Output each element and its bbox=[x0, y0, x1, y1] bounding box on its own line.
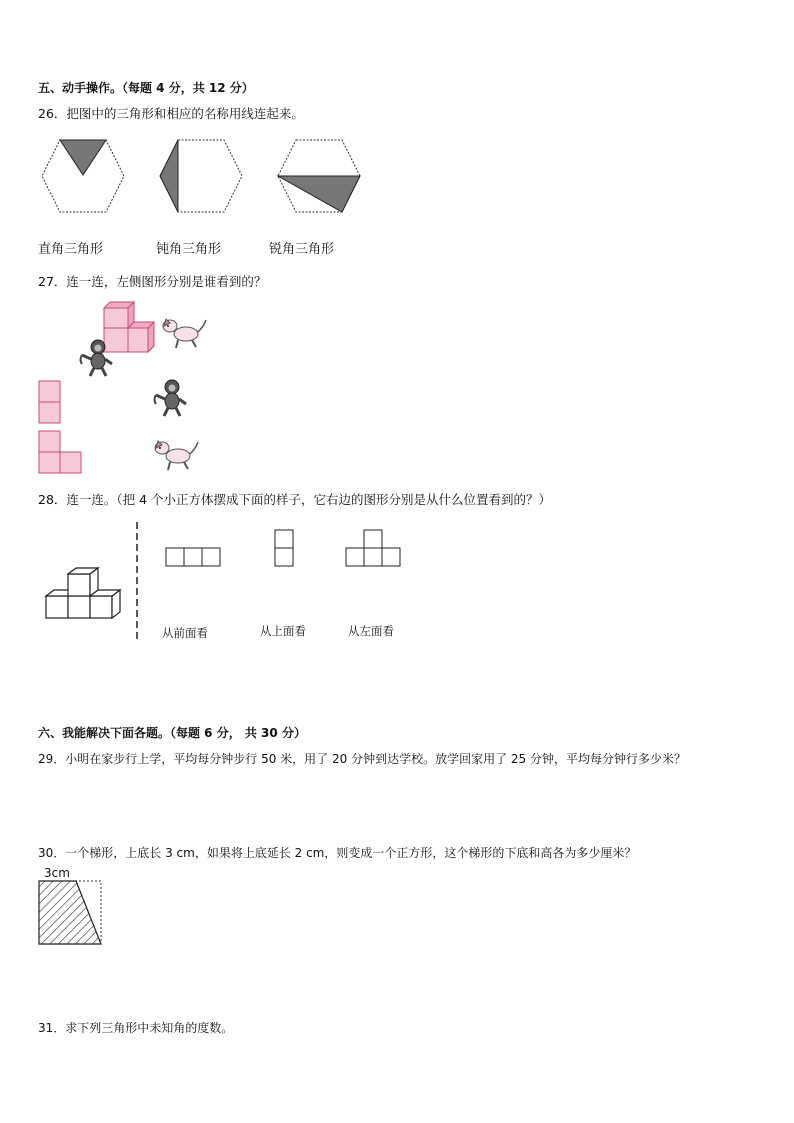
dog-icon bbox=[158, 314, 208, 350]
hexagon-figure-3 bbox=[274, 138, 364, 216]
question-29-text: 29．小明在家步行上学，平均每分钟步行 50 米，用了 20 分钟到达学校。放学回家用了 25 分钟，平均每分钟行多少米？ bbox=[38, 752, 686, 766]
label-acute-triangle: 锐角三角形 bbox=[269, 242, 335, 257]
section-5-heading: 五、动手操作。（每题 4 分，共 12 分） bbox=[38, 81, 254, 95]
view-two-stacked bbox=[274, 529, 296, 569]
label-front-view: 从前面看 bbox=[162, 626, 208, 640]
pink-view-vertical bbox=[38, 380, 62, 424]
label-top-view: 从上面看 bbox=[260, 624, 306, 638]
section-6-heading: 六、我能解决下面各题。（每题 6 分， 共 30 分） bbox=[38, 726, 306, 740]
question-28-text: 28．连一连。（把 4 个小正方体摆成下面的样子，它右边的图形分别是从什么位置看到的？） bbox=[38, 492, 552, 507]
dashed-divider bbox=[134, 522, 140, 640]
question-30-text: 30．一个梯形，上底长 3 cm，如果将上底延长 2 cm，则变成一个正方形，这个梯形的下底和高各为多少厘米？ bbox=[38, 846, 637, 860]
monkey-icon bbox=[78, 338, 118, 378]
dog-icon bbox=[150, 436, 200, 472]
cube-arrangement-3d bbox=[44, 566, 126, 626]
obtuse-triangle-shape bbox=[160, 140, 178, 212]
question-31-text: 31．求下列三角形中未知角的度数。 bbox=[38, 1021, 234, 1035]
question-27-text: 27．连一连，左侧图形分别是谁看到的？ bbox=[38, 274, 267, 289]
pink-view-l-shape bbox=[38, 430, 84, 474]
trapezoid-top-label: 3cm bbox=[44, 866, 70, 880]
view-t-shape bbox=[345, 529, 403, 569]
view-three-in-row bbox=[165, 547, 223, 567]
hexagon-figure-2 bbox=[156, 138, 246, 216]
question-26-text: 26．把图中的三角形和相应的名称用线连起来。 bbox=[38, 106, 304, 121]
hexagon-figure-1 bbox=[38, 138, 128, 216]
label-left-view: 从左面看 bbox=[348, 624, 394, 638]
label-obtuse-triangle: 钝角三角形 bbox=[156, 242, 222, 257]
monkey-icon bbox=[152, 378, 192, 418]
trapezoid-figure bbox=[38, 879, 104, 947]
label-right-triangle: 直角三角形 bbox=[38, 242, 104, 257]
